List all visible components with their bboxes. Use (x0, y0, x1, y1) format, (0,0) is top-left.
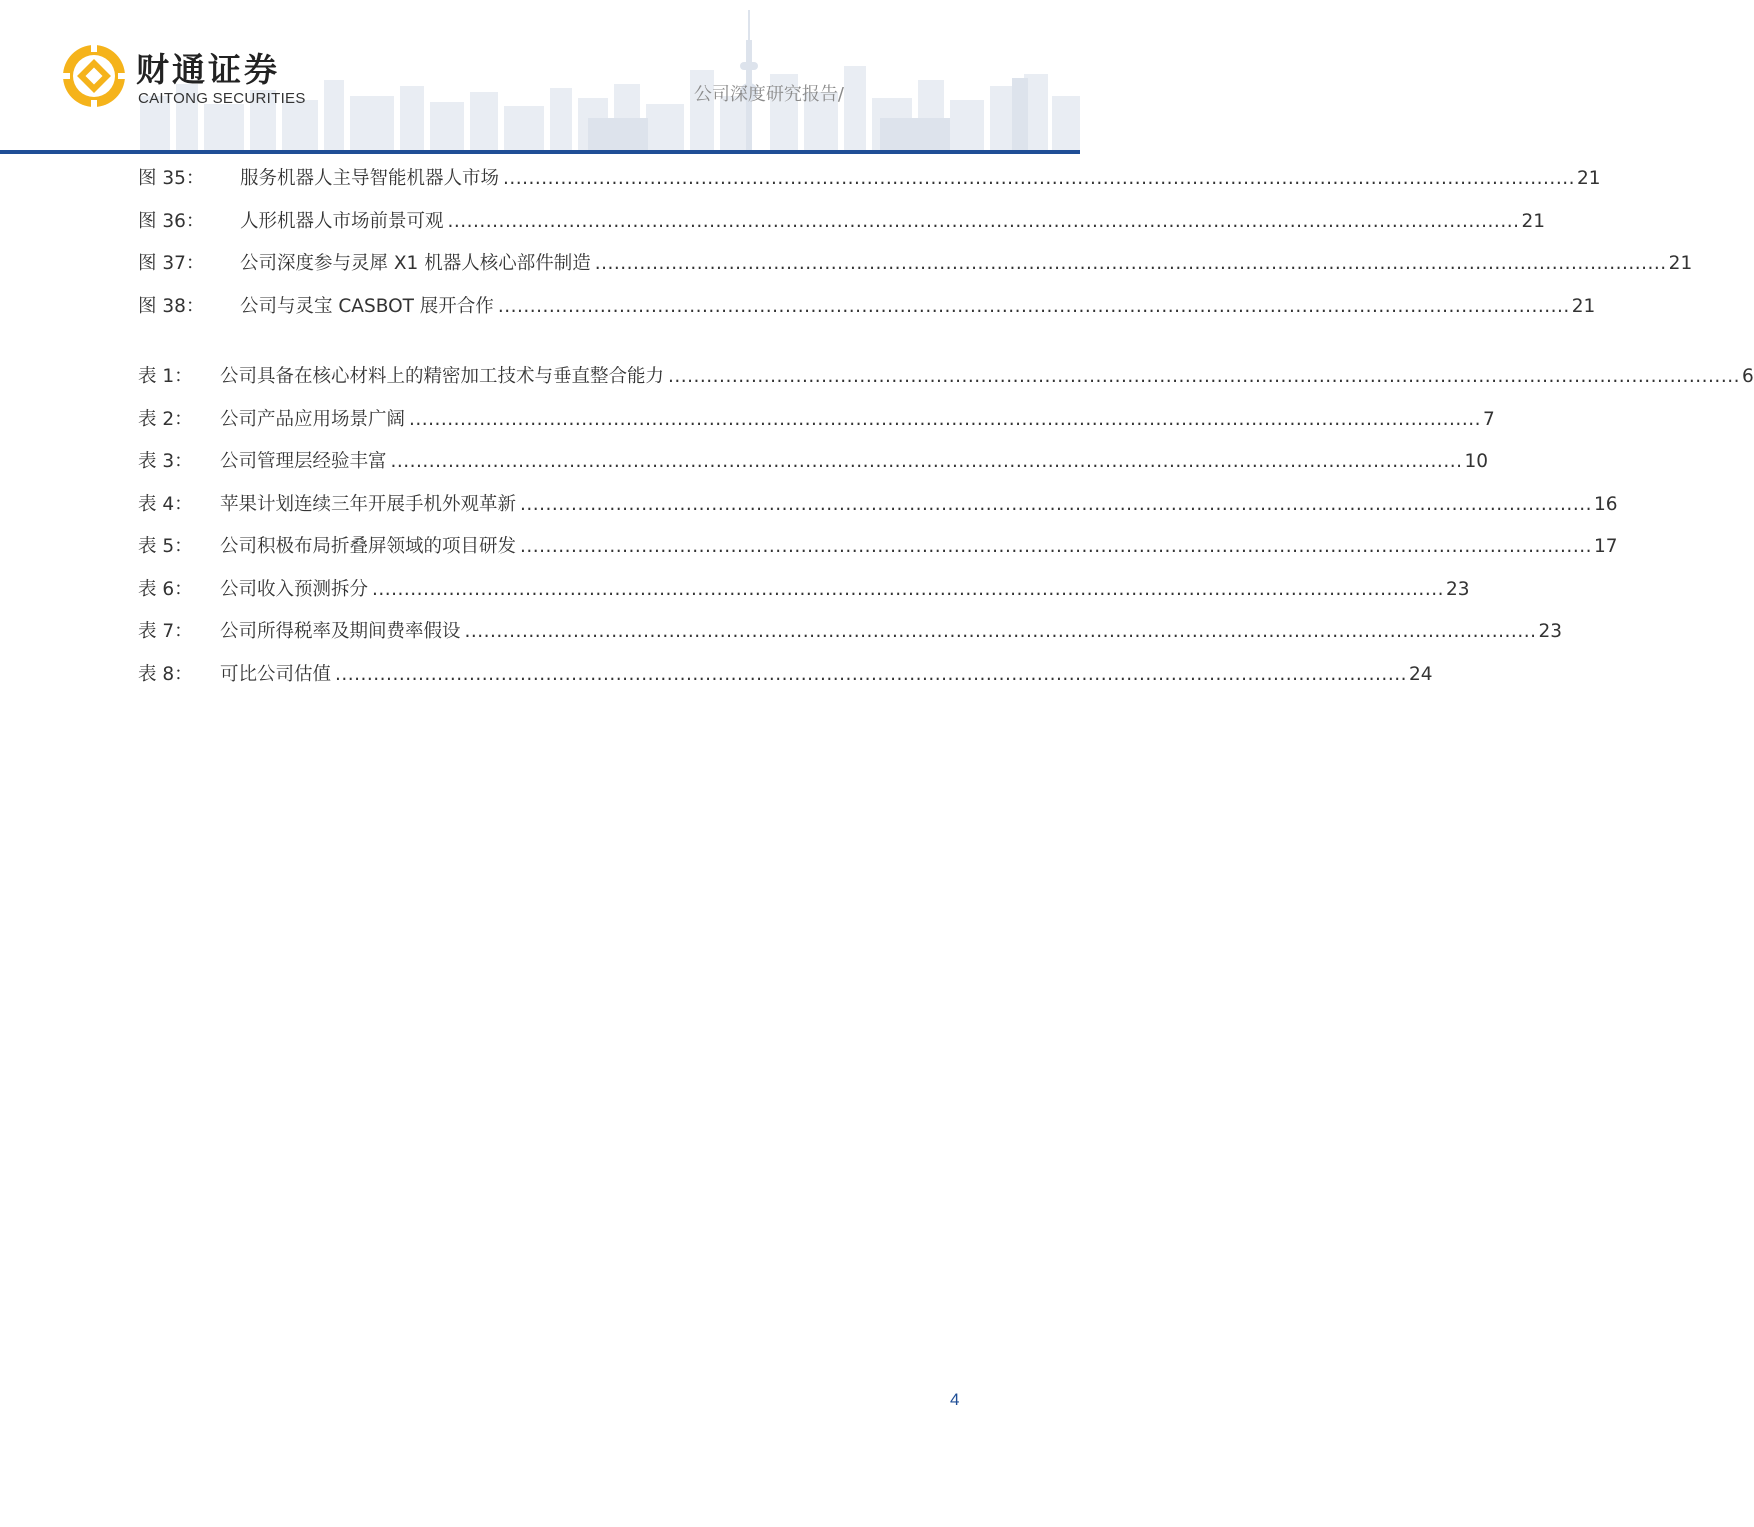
toc-entry-title: 苹果计划连续三年开展手机外观革新 (220, 493, 517, 515)
toc-entry-page: 17 (1593, 536, 1618, 557)
toc-entry-label: 图 35： (138, 168, 205, 189)
toc-entry-label: 表 3： (138, 451, 193, 472)
toc-entry-label: 表 1： (138, 366, 193, 387)
toc-entry-title: 服务机器人主导智能机器人市场 (240, 168, 500, 189)
dot-leader: ........................................................................................................................................................................ (447, 210, 1520, 232)
toc-entry-title: 人形机器人市场前景可观 (240, 210, 444, 232)
toc-entry-figure[interactable] (138, 158, 1601, 201)
toc-entry-table[interactable] (138, 399, 1495, 442)
toc-entry-label: 表 2： (138, 408, 193, 430)
header-divider (0, 150, 1080, 154)
dot-leader: ........................................................................................................................................................................ (335, 663, 1407, 685)
table-of-contents (138, 158, 1754, 696)
toc-entry-table[interactable] (138, 611, 1563, 654)
toc-entry-label: 图 36： (138, 210, 205, 232)
toc-entry-label: 表 4： (138, 493, 193, 515)
page-header (0, 0, 1080, 156)
dot-leader: ........................................................................................................................................................................ (503, 168, 1575, 189)
logo-english-name: CAITONG SECURITIES (138, 90, 306, 107)
toc-entry-title: 公司具备在核心材料上的精密加工技术与垂直整合能力 (220, 366, 665, 387)
toc-entry-label: 图 38： (138, 295, 205, 317)
toc-entry-page: 21 (1576, 168, 1601, 189)
toc-entry-table[interactable] (138, 569, 1470, 612)
page-number: 4 (950, 1390, 960, 1409)
toc-entry-page: 10 (1464, 451, 1489, 472)
company-logo (60, 42, 320, 112)
report-type-label: 公司深度研究报告/ (693, 84, 844, 105)
toc-entry-page: 21 (1521, 210, 1546, 232)
toc-entry-title: 公司收入预测拆分 (220, 578, 369, 600)
toc-entry-title: 公司深度参与灵犀 X1 机器人核心部件制造 (240, 253, 591, 274)
dot-leader: ........................................................................................................................................................................ (520, 536, 1592, 557)
toc-entry-title: 公司与灵宝 CASBOT 展开合作 (240, 295, 494, 317)
toc-entry-figure[interactable] (138, 201, 1546, 244)
caitong-coin-icon (60, 42, 128, 110)
toc-entry-title: 公司积极布局折叠屏领域的项目研发 (220, 536, 517, 557)
toc-entry-page: 6 (1741, 366, 1754, 387)
toc-entry-label: 图 37： (138, 253, 205, 274)
toc-entry-page: 16 (1593, 493, 1618, 515)
toc-entry-page: 24 (1408, 663, 1433, 685)
toc-entry-label: 表 5： (138, 536, 193, 557)
toc-entry-figure[interactable] (138, 286, 1596, 329)
dot-leader: ........................................................................................................................................................................ (520, 493, 1592, 515)
toc-entry-label: 表 6： (138, 578, 193, 600)
toc-entry-page: 21 (1571, 295, 1596, 317)
toc-entry-table[interactable] (138, 484, 1618, 527)
dot-leader: ........................................................................................................................................................................ (390, 451, 1463, 472)
dot-leader: ........................................................................................................................................................................ (594, 253, 1667, 274)
toc-entry-table[interactable] (138, 654, 1433, 697)
toc-entry-title: 公司所得税率及期间费率假设 (220, 621, 461, 642)
dot-leader: ........................................................................................................................................................................ (464, 621, 1537, 642)
toc-entry-title: 公司管理层经验丰富 (220, 451, 387, 472)
toc-entry-table[interactable] (138, 441, 1489, 484)
toc-entry-page: 23 (1445, 578, 1470, 600)
toc-entry-table[interactable] (138, 356, 1754, 399)
section-spacer (138, 328, 970, 356)
toc-entry-page: 23 (1538, 621, 1563, 642)
toc-entry-page: 7 (1482, 408, 1495, 430)
toc-entry-page: 21 (1668, 253, 1693, 274)
dot-leader: ........................................................................................................................................................................ (409, 408, 1481, 430)
logo-chinese-name: 财通证券 (136, 50, 280, 89)
toc-entry-title: 公司产品应用场景广阔 (220, 408, 406, 430)
toc-entry-title: 可比公司估值 (220, 663, 332, 685)
toc-entry-label: 表 8： (138, 663, 193, 685)
dot-leader: ........................................................................................................................................................................ (668, 366, 1740, 387)
dot-leader: ........................................................................................................................................................................ (372, 578, 1444, 600)
toc-entry-figure[interactable] (138, 243, 1693, 286)
dot-leader: ........................................................................................................................................................................ (497, 295, 1570, 317)
toc-entry-table[interactable] (138, 526, 1618, 569)
toc-entry-label: 表 7： (138, 621, 193, 642)
